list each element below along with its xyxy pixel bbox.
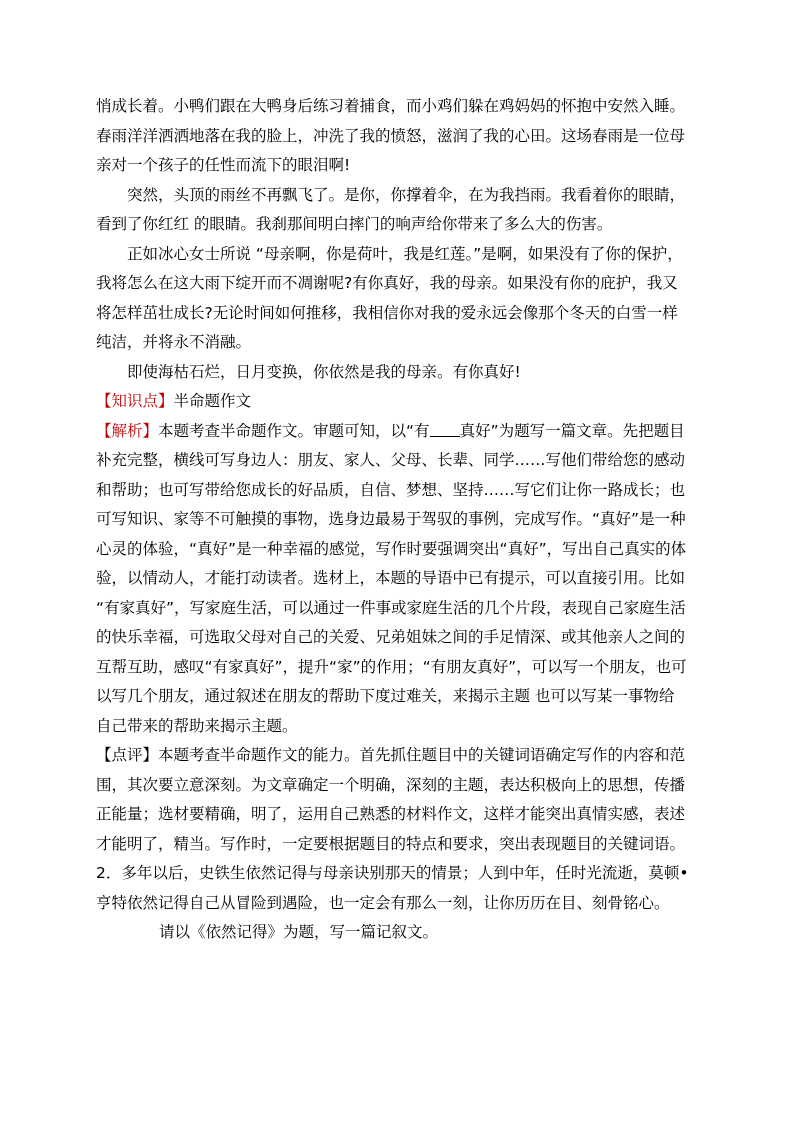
essay-text-line: 即使海枯石烂，日月变换，你依然是我的母亲。有你真好! [127, 362, 521, 381]
comment-text-line: 正能量；选材要精确，明了，运用自己熟悉的材料作文，这样才能突出真情实感，表述 [96, 805, 686, 823]
comment-first-line [96, 741, 708, 771]
analysis-text: 本题考查半命题作文。审题可知，以“有 [158, 421, 430, 440]
analysis-text-line: 以写几个朋友，通过叙述在朋友的帮助下度过难关，来揭示主题 也可以写某一事物给 [96, 687, 675, 705]
question-text-line: 2．多年以后，史铁生依然记得与母亲诀别那天的情景；人到中年，任时光流逝，莫顿• [96, 864, 689, 882]
knowledge-tag: 【知识点】 [96, 392, 174, 410]
comment-text: 本题考查半命题作文的能力。首先抓住题目中的关键词语确定写作的内容和范 [158, 746, 686, 764]
comment-text-line: 才能明了，精当。写作时，一定要根据题目的特点和要求，突出表现题目的关键词语。 [96, 834, 686, 853]
analysis-text-line: 验，以情动人，才能打动读者。选材上，本题的导语中已有提示，可以直接引用。比如 [96, 569, 686, 587]
analysis-text-line: “有家真好”，写家庭生活，可以通过一件事或家庭生活的几个片段，表现自己家庭生活 [96, 598, 686, 617]
essay-text-line: 春雨洋洋洒洒地落在我的脸上，冲洗了我的愤怒，滋润了我的心田。这场春雨是一位母 [96, 126, 686, 145]
knowledge-point [96, 387, 708, 417]
analysis-text-line: 补充完整，横线可写身边人：朋友、家人、父母、长辈、同学……写他们带给您的感动 [96, 451, 686, 469]
analysis-text-line: 的快乐幸福，可选取父母对自己的关爱、兄弟姐妹之间的手足情深、或其他亲人之间的 [96, 628, 686, 646]
question-prompt: 请以《依然记得》为题，写一篇记叙文。 [159, 923, 439, 941]
blank-underline [430, 422, 460, 437]
analysis-text-line: 和帮助；也可写带给您成长的好品质，自信、梦想、坚持……写它们让你一路成长；也 [96, 480, 686, 499]
essay-text-line: 我将怎么在这大雨下绽开而不凋谢呢?有你真好，我的母亲。如果没有你的庇护，我又 [96, 274, 678, 292]
essay-text-line: 亲对一个孩子的任性而流下的眼泪啊! [96, 156, 351, 174]
analysis-tag: 【解析】 [96, 421, 159, 440]
analysis-text-line: 互帮互助，感叹“有家真好”，提升“家”的作用；“有朋友真好”，可以写一个朋友，也可 [96, 657, 687, 676]
comment-tag: 【点评】 [96, 746, 159, 764]
essay-text-line: 将怎样茁壮成长?无论时间如何推移，我相信你对我的爱永远会像那个冬天的白雪一样 [96, 303, 678, 322]
analysis-text-line: 自己带来的帮助来揭示主题。 [96, 716, 298, 735]
question-text-line: 亨特依然记得自己从冒险到遇险，也一定会有那么一刻，让你历历在目、刻骨铭心。 [96, 893, 670, 912]
analysis-text-line: 可写知识、家等不可触摸的事物，选身边最易于驾驭的事例，完成写作。“真好”是一种 [96, 510, 686, 528]
essay-text-line: 纯洁，并将永不消融。 [96, 333, 252, 351]
essay-text-line: 看到了你红红 的眼睛。我刹那间明白摔门的响声给你带来了多么大的伤害。 [96, 215, 613, 233]
knowledge-text: 半命题作文 [173, 392, 252, 410]
essay-text-line: 突然，头顶的雨丝不再飘飞了。是你，你撑着伞，在为我挡雨。我看着你的眼睛， [127, 185, 686, 204]
essay-text-line: 正如冰心女士所说 “母亲啊，你是荷叶，我是红莲。”是啊，如果没有了你的保护， [127, 244, 683, 263]
analysis-first-line [96, 417, 708, 447]
analysis-text-line: 心灵的体验，“真好”是一种幸福的感觉，写作时要强调突出“真好”，写出自己真实的体 [96, 539, 687, 558]
essay-text-line: 悄成长着。小鸭们跟在大鸭身后练习着捕食，而小鸡们躲在鸡妈妈的怀抱中安然入睡。 [96, 97, 686, 115]
comment-text-line: 围，其次要立意深刻。为文章确定一个明确，深刻的主题，表达积极向上的思想，传播 [96, 775, 686, 794]
document-page [96, 92, 708, 948]
analysis-text: 真好”为题写一篇文章。先把题目 [459, 421, 685, 440]
